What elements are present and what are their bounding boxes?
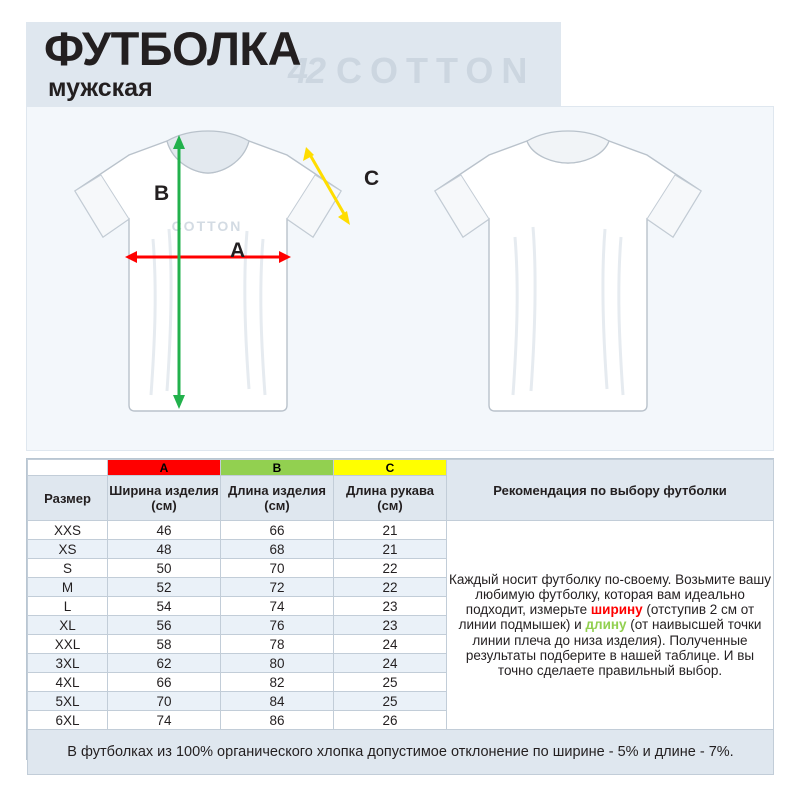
reco-part-3: (от наивысшей точки линии плеча до низа изделия). Полученные результаты подберите в нашей таблице. И вы точно сделаете правильный выбор. — [465, 617, 762, 678]
cell-length: 70 — [221, 559, 334, 578]
page-title: ФУТБОЛКА — [44, 22, 302, 75]
tshirt-front-view — [57, 119, 387, 429]
cell-width: 58 — [108, 635, 221, 654]
measure-label-a: A — [230, 239, 246, 262]
cell-width: 46 — [108, 521, 221, 540]
cell-size: XXS — [28, 521, 108, 540]
cell-width: 54 — [108, 597, 221, 616]
cell-length: 68 — [221, 540, 334, 559]
table-header-size: Размер — [28, 476, 108, 521]
tshirt-front-svg — [57, 119, 387, 429]
cell-length: 72 — [221, 578, 334, 597]
cell-sleeve: 23 — [334, 597, 447, 616]
cell-size: 6XL — [28, 711, 108, 730]
letter-cell-c: C — [334, 460, 447, 476]
table-header-sleeve: Длина рукава (см) — [334, 476, 447, 521]
brand-mark: 42 — [288, 50, 325, 91]
reco-highlight-width: ширину — [590, 602, 643, 618]
measure-label-c: C — [364, 167, 380, 190]
letter-cell-a: A — [108, 460, 221, 476]
header — [26, 22, 774, 106]
size-table — [26, 458, 774, 760]
cell-size: 3XL — [28, 654, 108, 673]
cell-size: M — [28, 578, 108, 597]
cell-sleeve: 24 — [334, 635, 447, 654]
cell-length: 66 — [221, 521, 334, 540]
cell-sleeve: 22 — [334, 578, 447, 597]
cell-width: 66 — [108, 673, 221, 692]
table-letter-row — [28, 460, 774, 476]
cell-length: 78 — [221, 635, 334, 654]
cell-size: L — [28, 597, 108, 616]
cell-length: 80 — [221, 654, 334, 673]
brand-watermark — [288, 50, 535, 92]
cell-width: 50 — [108, 559, 221, 578]
table-header-recommendation: Рекомендация по выбору футболки — [447, 460, 774, 521]
reco-part-2: (отступив 2 см от линии подмышек) и — [458, 602, 755, 633]
cell-size: S — [28, 559, 108, 578]
cell-length: 82 — [221, 673, 334, 692]
cell-size: XL — [28, 616, 108, 635]
illustration-panel — [26, 106, 774, 451]
cell-length: 74 — [221, 597, 334, 616]
cell-size: XXL — [28, 635, 108, 654]
cell-sleeve: 26 — [334, 711, 447, 730]
cell-sleeve: 25 — [334, 673, 447, 692]
size-table-grid — [27, 459, 774, 775]
cell-length: 76 — [221, 616, 334, 635]
cell-width: 74 — [108, 711, 221, 730]
cell-width: 56 — [108, 616, 221, 635]
measure-label-b: B — [154, 182, 170, 205]
cell-size: XS — [28, 540, 108, 559]
footnote-text: В футболках из 100% органического хлопка допустимое отклонение по ширине - 5% и длине - 7%. — [28, 730, 774, 775]
letter-cell-b: B — [221, 460, 334, 476]
cell-sleeve: 23 — [334, 616, 447, 635]
cell-sleeve: 21 — [334, 540, 447, 559]
cell-width: 52 — [108, 578, 221, 597]
letter-cell-empty — [28, 460, 108, 476]
cell-width: 48 — [108, 540, 221, 559]
cell-size: 5XL — [28, 692, 108, 711]
table-header-width: Ширина изделия (см) — [108, 476, 221, 521]
cell-length: 86 — [221, 711, 334, 730]
tshirt-back-view — [417, 119, 747, 429]
recommendation-text — [447, 521, 774, 730]
cell-sleeve: 25 — [334, 692, 447, 711]
cell-length: 84 — [221, 692, 334, 711]
reco-highlight-length: длину — [585, 617, 627, 633]
shirt-chest-logo: COTTON — [171, 218, 243, 234]
cell-size: 4XL — [28, 673, 108, 692]
cell-sleeve: 21 — [334, 521, 447, 540]
table-footnote-row — [28, 730, 774, 775]
shirt-body-back — [435, 141, 701, 411]
table-header-length: Длина изделия (см) — [221, 476, 334, 521]
table-row — [28, 521, 774, 540]
brand-name: COTTON — [336, 50, 536, 91]
page-subtitle: мужская — [48, 74, 153, 102]
cell-width: 70 — [108, 692, 221, 711]
cell-width: 62 — [108, 654, 221, 673]
tshirt-back-svg — [417, 119, 747, 429]
cell-sleeve: 22 — [334, 559, 447, 578]
cell-sleeve: 24 — [334, 654, 447, 673]
reco-part-1: Каждый носит футболку по-своему. Возьмите вашу любимую футболку, которая вам идеально подходит, измерьте — [449, 571, 771, 618]
shirt-body — [75, 141, 341, 411]
